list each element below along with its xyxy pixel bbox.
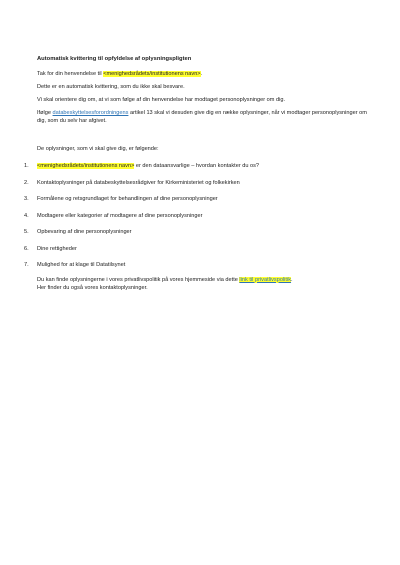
list-item bbox=[24, 195, 367, 203]
privacy-policy-link[interactable]: link til privatlivspolitik bbox=[239, 276, 292, 283]
list-number: 3. bbox=[24, 196, 29, 202]
institution-name-placeholder: <menighedsrådets/institutionens navn> bbox=[103, 71, 201, 77]
closing-end: . bbox=[291, 276, 293, 283]
notice-paragraph: Vi skal orientere dig om, at vi som følge af din henvendelse har modtaget personoplysninger om dig. bbox=[37, 97, 286, 103]
document-body bbox=[24, 55, 367, 297]
list-item-text: Modtagere eller kategorier af modtagere af dine personoplysninger bbox=[37, 212, 203, 219]
gdpr-link[interactable]: databeskyttelsesforordningens bbox=[52, 110, 129, 116]
gdpr-text-end: artikel 13 skal vi desuden give dig en række oplysninger, når vi modtager personoplysninger om dig, som du selv har afgivet. bbox=[37, 110, 367, 124]
thanks-end: . bbox=[200, 71, 203, 77]
list-item-text: Kontaktoplysninger på databeskyttelsesrådgiver for Kirkeministeriet og folkekirken bbox=[37, 179, 240, 186]
list-item bbox=[24, 162, 367, 170]
gdpr-paragraph bbox=[37, 109, 367, 125]
list-item bbox=[24, 212, 367, 220]
list-item bbox=[24, 228, 367, 236]
list-item-text: Dine rettigheder bbox=[37, 245, 77, 252]
auto-receipt-paragraph: Dette er en automatisk kvittering, som du ikke skal besvare. bbox=[37, 84, 185, 90]
thanks-paragraph bbox=[37, 70, 367, 78]
list-item-text: Mulighed for at klage til Datatilsynet bbox=[37, 262, 126, 268]
spacer bbox=[37, 130, 367, 145]
list-intro: De oplysninger, som vi skal give dig, er følgende: bbox=[37, 146, 159, 152]
thanks-text: Tak for din henvendelse til bbox=[37, 71, 104, 77]
list-number: 4. bbox=[24, 212, 29, 219]
document-title: Automatisk kvittering til opfyldelse af oplysningspligten bbox=[37, 56, 192, 62]
list-item bbox=[24, 245, 367, 253]
closing-paragraph bbox=[37, 276, 367, 284]
list-item-text: er den dataansvarlige – hvordan kontakter du os? bbox=[134, 163, 260, 169]
list-number: 7. bbox=[24, 262, 29, 268]
list-item-text: Formålene og retsgrundlaget for behandlingen af dine personoplysninger bbox=[37, 196, 218, 202]
list-item bbox=[24, 179, 367, 187]
info-list bbox=[24, 162, 367, 269]
list-number: 5. bbox=[24, 229, 29, 235]
gdpr-text-start: Ifølge bbox=[37, 110, 53, 116]
closing-text: Du kan finde oplysningerne i vores privatlivspolitik på vores hjemmeside via dette bbox=[37, 276, 240, 283]
institution-name-placeholder: <menighedsrådets/institutionens navn> bbox=[37, 163, 135, 169]
list-number: 1. bbox=[24, 163, 29, 169]
list-item bbox=[24, 261, 367, 269]
list-number: 6. bbox=[24, 245, 29, 252]
list-number: 2. bbox=[24, 179, 29, 186]
contact-paragraph: Her finder du også vores kontaktoplysninger. bbox=[37, 284, 148, 291]
list-item-text: Opbevaring af dine personoplysninger bbox=[37, 229, 132, 235]
